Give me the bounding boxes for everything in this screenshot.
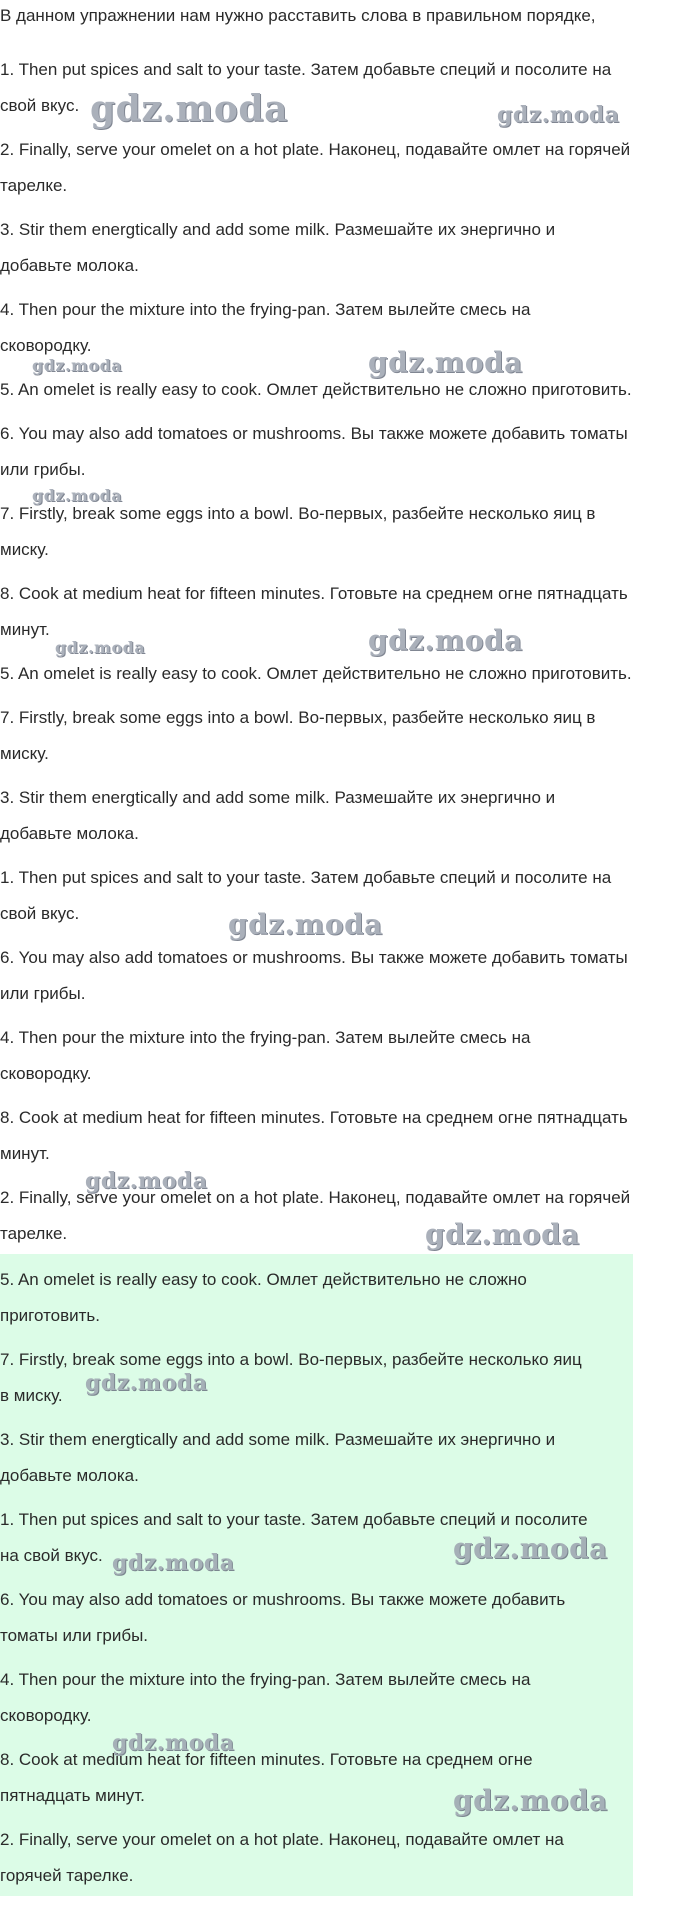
sentence-line: или грибы. <box>0 460 86 479</box>
sentence-line: 4. Then pour the mixture into the frying-pan. Затем вылейте смесь на <box>0 1028 531 1047</box>
sentence-line: 1. Then put spices and salt to your taste. Затем добавьте специй и посолите на <box>0 868 612 887</box>
sentence-line: сковородку. <box>0 1706 92 1725</box>
sentence-line: или грибы. <box>0 984 86 1003</box>
watermark-logo: gdz.moda <box>55 638 146 657</box>
sentence-line: миску. <box>0 540 49 559</box>
watermark-logo: gdz.moda <box>453 1532 608 1565</box>
sentence-line: 7. Firstly, break some eggs into a bowl. Во-первых, разбейте несколько яиц в <box>0 504 596 523</box>
sentence-line: 2. Finally, serve your omelet on a hot plate. Наконец, подавайте омлет на горячей <box>0 140 631 159</box>
watermark-logo: gdz.moda <box>228 908 383 941</box>
watermark-logo: gdz.moda <box>90 88 288 130</box>
sentence-line: 6. You may also add tomatoes or mushrooms. Вы также можете добавить томаты <box>0 424 628 443</box>
sentence-line: 8. Cook at medium heat for fifteen minutes. Готовьте на среднем огне <box>0 1750 533 1769</box>
sentence-line: 8. Cook at medium heat for fifteen minutes. Готовьте на среднем огне пятнадцать <box>0 584 628 603</box>
watermark-logo: gdz.moda <box>112 1730 235 1756</box>
sentence-line: томаты или грибы. <box>0 1626 149 1645</box>
sentence-line: свой вкус. <box>0 96 80 115</box>
watermark-logo: gdz.moda <box>85 1370 208 1396</box>
sentence-line: 4. Then pour the mixture into the frying-pan. Затем вылейте смесь на <box>0 1670 531 1689</box>
sentence-line: минут. <box>0 620 50 639</box>
sentence-line: миску. <box>0 744 49 763</box>
sentence-line: 3. Stir them energtically and add some milk. Размешайте их энергично и <box>0 220 556 239</box>
watermark-logo: gdz.moda <box>32 486 123 505</box>
sentence-line: добавьте молока. <box>0 256 139 275</box>
sentence-line: добавьте молока. <box>0 1466 139 1485</box>
sentence-line: 4. Then pour the mixture into the frying-pan. Затем вылейте смесь на <box>0 300 531 319</box>
sentence-line: на свой вкус. <box>0 1546 103 1565</box>
sentence-line: 1. Then put spices and salt to your taste. Затем добавьте специй и посолите <box>0 1510 588 1529</box>
watermark-logo: gdz.moda <box>85 1168 208 1194</box>
sentence-line: 3. Stir them energtically and add some milk. Размешайте их энергично и <box>0 788 556 807</box>
sentence-line: 3. Stir them energtically and add some milk. Размешайте их энергично и <box>0 1430 556 1449</box>
sentence-line: 7. Firstly, break some eggs into a bowl. Во-первых, разбейте несколько яиц <box>0 1350 582 1369</box>
sentence-line: 2. Finally, serve your omelet on a hot plate. Наконец, подавайте омлет на горячей <box>0 1188 631 1207</box>
sentence-line: свой вкус. <box>0 904 80 923</box>
watermark-logo: gdz.moda <box>368 346 523 379</box>
sentence-line: пятнадцать минут. <box>0 1786 145 1805</box>
watermark-logo: gdz.moda <box>453 1784 608 1817</box>
watermark-logo: gdz.moda <box>32 356 123 375</box>
sentence-line: 5. An omelet is really easy to cook. Омлет действительно не сложно приготовить. <box>0 664 632 683</box>
sentence-line: приготовить. <box>0 1306 101 1325</box>
watermark-logo: gdz.moda <box>497 102 620 128</box>
sentence-line: 2. Finally, serve your omelet on a hot plate. Наконец, подавайте омлет на <box>0 1830 564 1849</box>
intro-clip <box>0 30 680 40</box>
sentence-line: тарелке. <box>0 176 68 195</box>
sentence-line: в миску. <box>0 1386 63 1405</box>
watermark-logo: gdz.moda <box>368 624 523 657</box>
sentence-line: 5. An omelet is really easy to cook. Омлет действительно не сложно <box>0 1270 527 1289</box>
sentence-line: минут. <box>0 1144 50 1163</box>
intro-text: В данном упражнении нам нужно расставить слова в правильном порядке, <box>0 6 596 25</box>
sentence-line: добавьте молока. <box>0 824 139 843</box>
sentence-line: 8. Cook at medium heat for fifteen minutes. Готовьте на среднем огне пятнадцать <box>0 1108 628 1127</box>
sentence-line: 5. An omelet is really easy to cook. Омлет действительно не сложно приготовить. <box>0 380 632 399</box>
sentence-line: сковородку. <box>0 1064 92 1083</box>
sentence-line: тарелке. <box>0 1224 68 1243</box>
watermark-logo: gdz.moda <box>425 1218 580 1251</box>
watermark-logo: gdz.moda <box>112 1550 235 1576</box>
sentence-line: 7. Firstly, break some eggs into a bowl. Во-первых, разбейте несколько яиц в <box>0 708 596 727</box>
sentence-line: сковородку. <box>0 336 92 355</box>
sentence-line: 6. You may also add tomatoes or mushrooms. Вы также можете добавить томаты <box>0 948 628 967</box>
sentence-line: 1. Then put spices and salt to your taste. Затем добавьте специй и посолите на <box>0 60 612 79</box>
sentence-line: горячей тарелке. <box>0 1866 134 1885</box>
sentence-line: 6. You may also add tomatoes or mushrooms. Вы также можете добавить <box>0 1590 566 1609</box>
